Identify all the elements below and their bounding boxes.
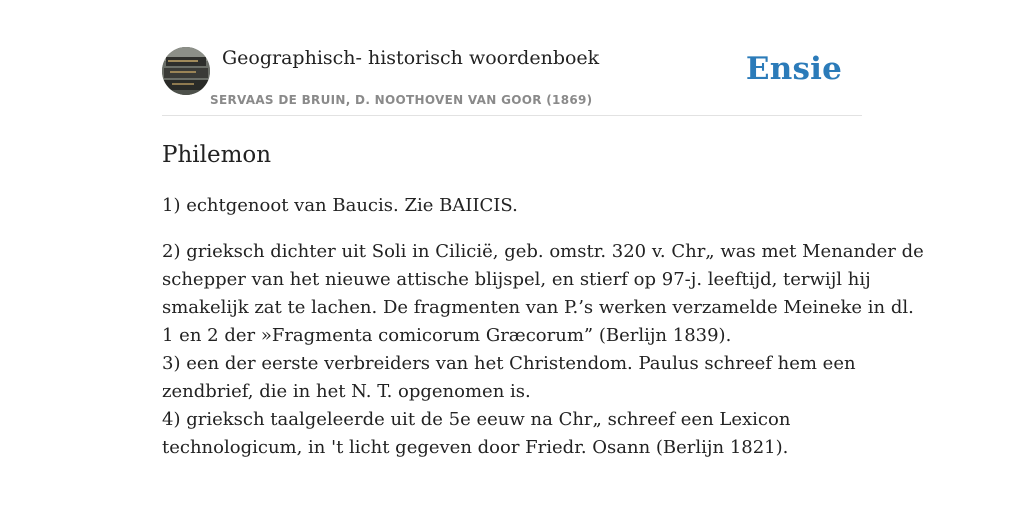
- definition-line: 2) grieksch dichter uit Soli in Cilicië, geb. omstr. 320 v. Chr„ was met Menander de: [162, 241, 924, 262]
- definition-line: 1 en 2 der »Fragmenta comicorum Græcorum” (Berlijn 1839).: [162, 325, 732, 346]
- book-header: [162, 38, 862, 116]
- entry-body: [162, 192, 924, 462]
- definition-line: smakelijk zat te lachen. De fragmenten van P.’s werken verzamelde Meineke in dl.: [162, 297, 914, 318]
- definition-paragraph-2: [162, 238, 924, 462]
- ensie-logo[interactable]: Ensie: [745, 51, 842, 87]
- definition-line: technologicum, in 't licht gegeven door Friedr. Osann (Berlijn 1821).: [162, 437, 789, 458]
- definition-line: 4) grieksch taalgeleerde uit de 5e eeuw na Chr„ schreef een Lexicon: [162, 409, 791, 430]
- entry-title: Philemon: [162, 142, 272, 168]
- book-authors: SERVAAS DE BRUIN, D. NOOTHOVEN VAN GOOR (1869): [210, 93, 593, 107]
- definition-line: schepper van het nieuwe attische blijspel, en stierf op 97-j. leeftijd, terwijl hij: [162, 269, 871, 290]
- definition-line: 3) een der eerste verbreiders van het Christendom. Paulus schreef hem een: [162, 353, 856, 374]
- entry-article: [162, 138, 924, 462]
- book-title[interactable]: Geographisch- historisch woordenboek: [222, 47, 600, 69]
- definition-line: zendbrief, die in het N. T. opgenomen is.: [162, 381, 531, 402]
- book-thumbnail-icon[interactable]: [162, 47, 210, 95]
- definition-paragraph-1: 1) echtgenoot van Baucis. Zie BAIICIS.: [162, 195, 518, 216]
